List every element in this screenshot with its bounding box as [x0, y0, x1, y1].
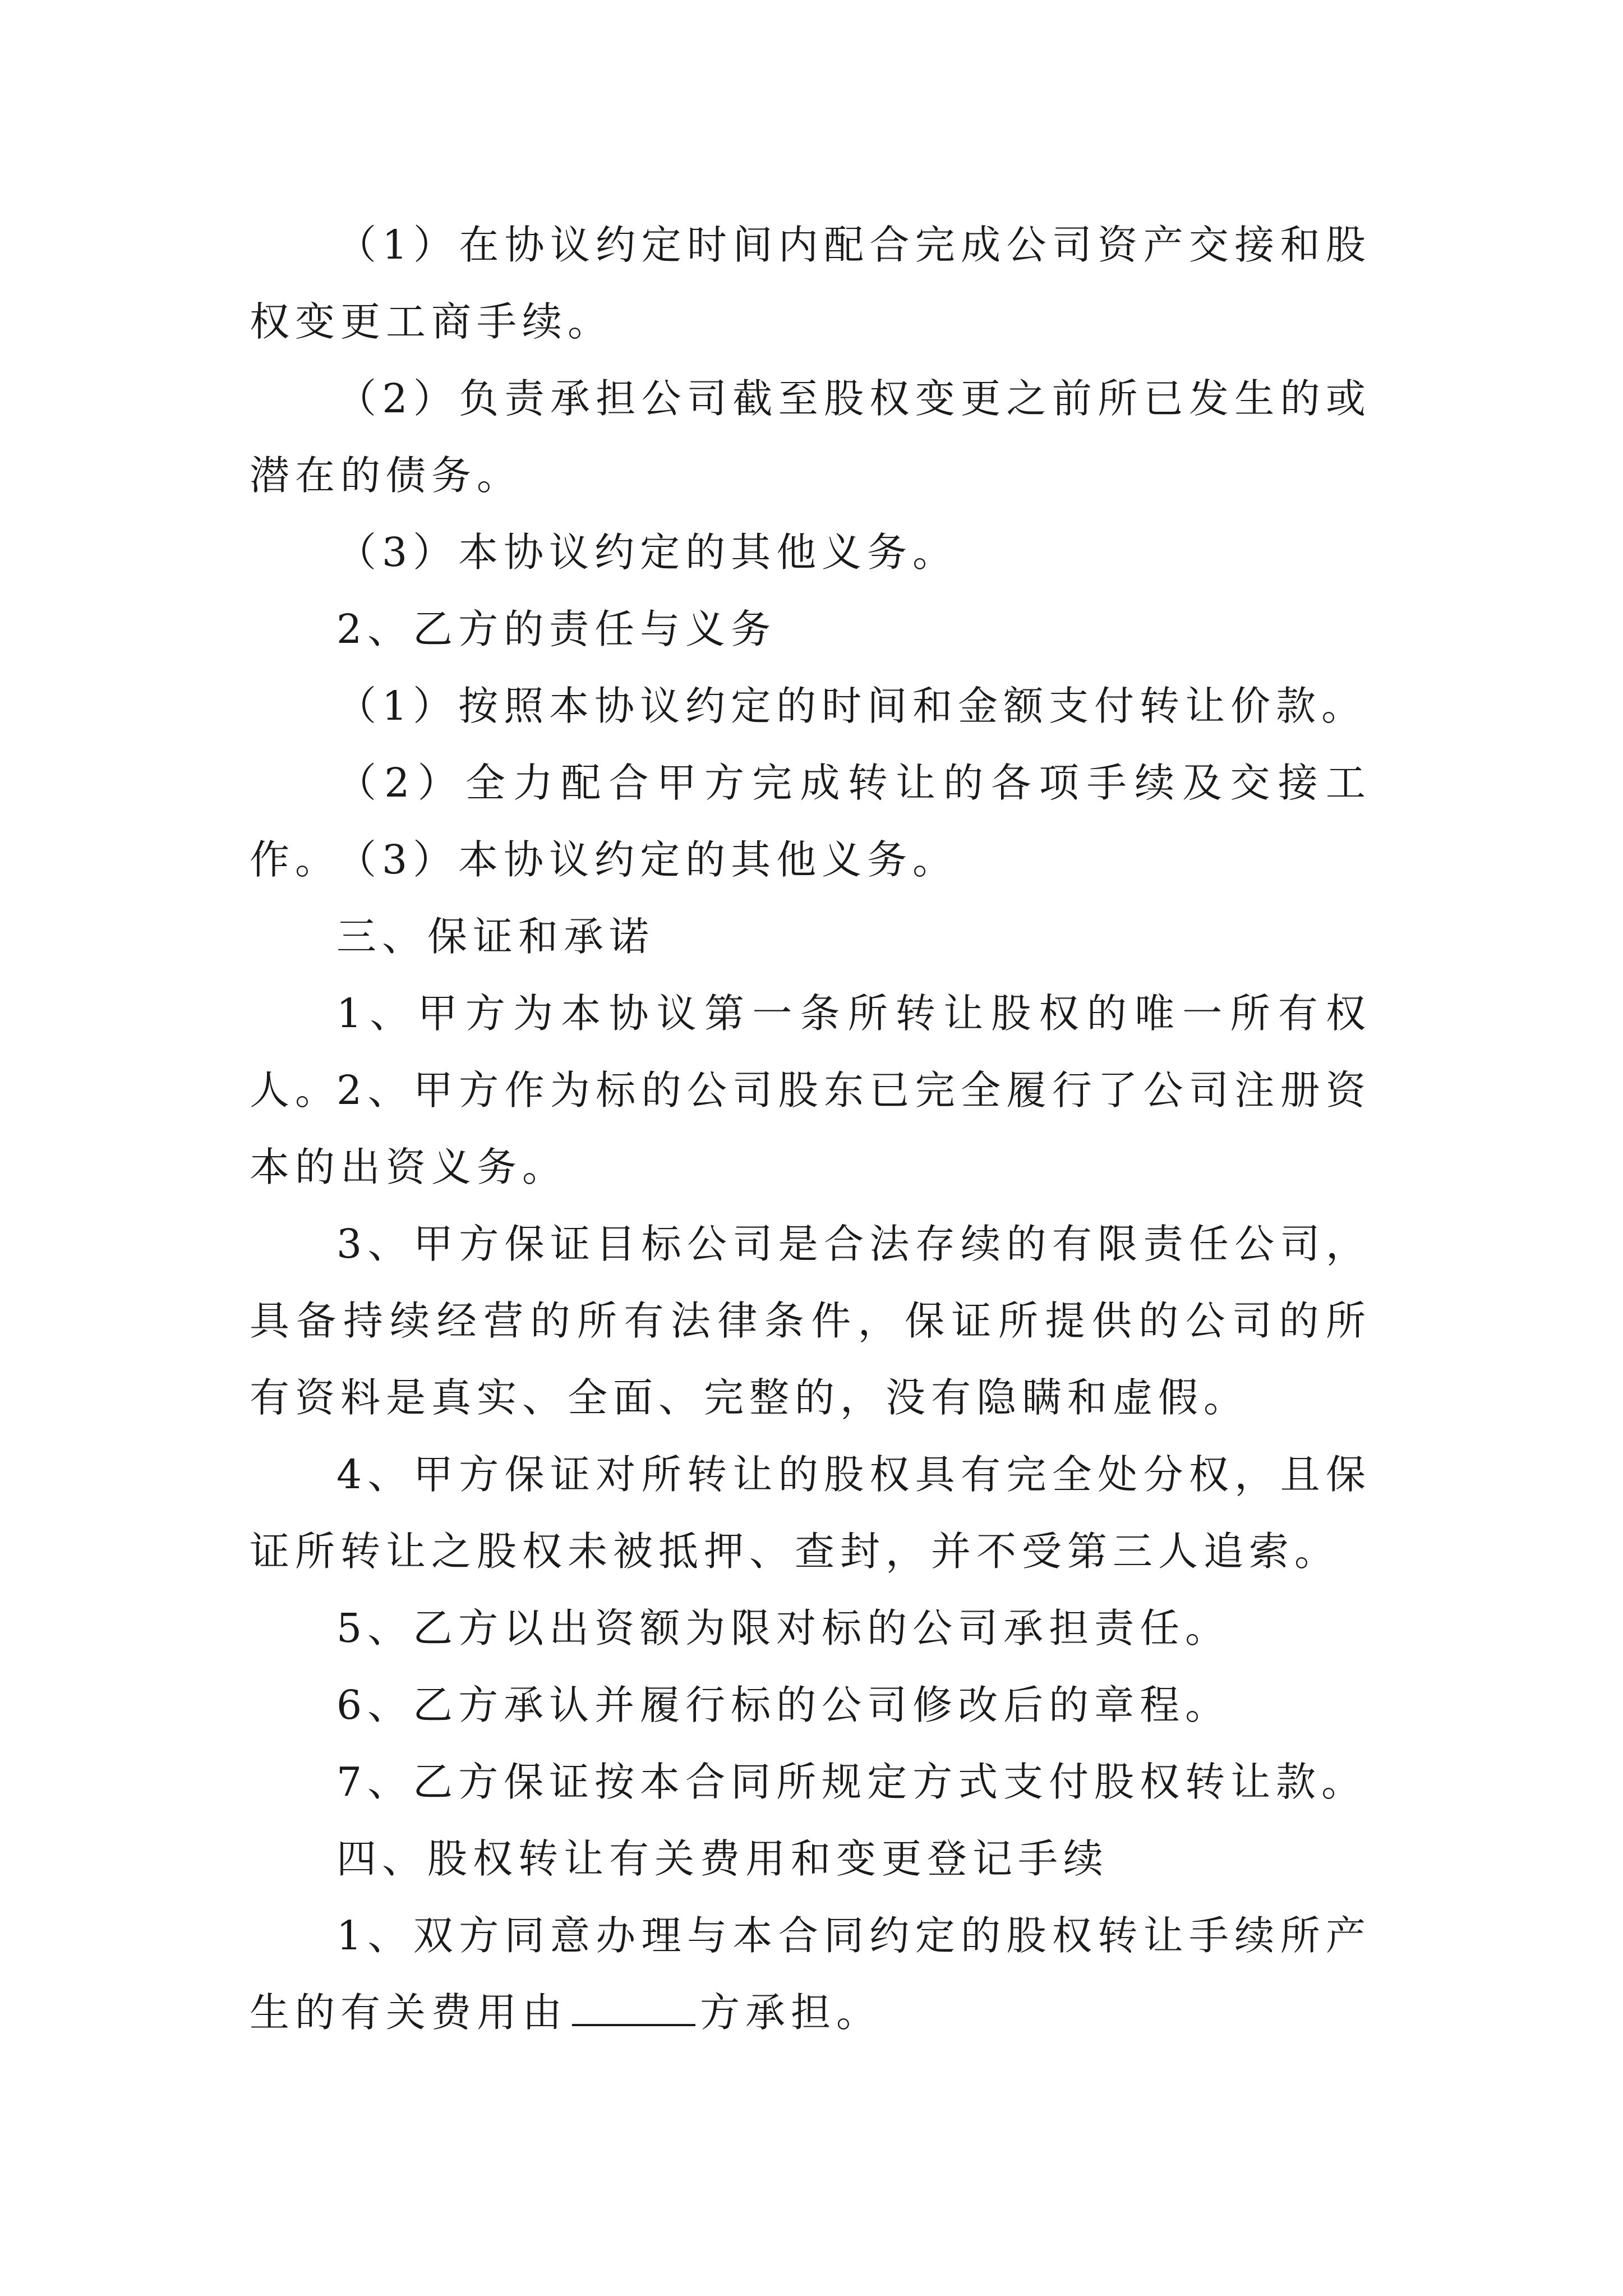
section-heading: 三、保证和承诺 — [336, 913, 655, 960]
paragraph: （3）本协议约定的其他义务。 — [336, 529, 958, 576]
paragraph: 4、甲方保证对所转让的股权具有完全处分权，且保证所转让之股权未被抵押、查封，并不受第三人追索。 — [250, 1451, 1371, 1575]
paragraph: （1）按照本协议约定的时间和金额支付转让价款。 — [336, 683, 1367, 729]
paragraph — [250, 1897, 1371, 2051]
paragraph: 3、甲方保证目标公司是合法存续的有限责任公司，具备持续经营的所有法律条件，保证所提供的公司的所有资料是真实、全面、完整的，没有隐瞒和虚假。 — [250, 1221, 1371, 1421]
paragraph-text: 方承担。 — [700, 1989, 882, 2036]
paragraph: 6、乙方承认并履行标的公司修改后的章程。 — [336, 1682, 1231, 1728]
paragraph: （3）本协议约定的其他义务。 — [336, 836, 958, 883]
paragraph-text: 1、双方同意办理与本合同约定的股权转让手续所产生的有关费用由 — [250, 1912, 1371, 2036]
paragraph: （1）在协议约定时间内配合完成公司资产交接和股权变更工商手续。 — [250, 222, 1371, 345]
paragraph: 5、乙方以出资额为限对标的公司承担责任。 — [336, 1605, 1231, 1651]
paragraph: 1、甲方为本协议第一条所转让股权的唯一所有权人。 — [250, 990, 1371, 1114]
fill-in-blank[interactable] — [572, 1990, 695, 2026]
section-heading: 四、股权转让有关费用和变更登记手续 — [336, 1835, 1109, 1882]
section-heading: 2、乙方的责任与义务 — [336, 606, 777, 652]
paragraph: 7、乙方保证按本合同所规定方式支付股权转让款。 — [336, 1759, 1367, 1805]
paragraph: 2、甲方作为标的公司股东已完全履行了公司注册资本的出资义务。 — [250, 1067, 1371, 1190]
paragraph: （2）负责承担公司截至股权变更之前所已发生的或潜在的债务。 — [250, 375, 1371, 499]
paragraph: （2）全力配合甲方完成转让的各项手续及交接工作。 — [250, 760, 1371, 883]
